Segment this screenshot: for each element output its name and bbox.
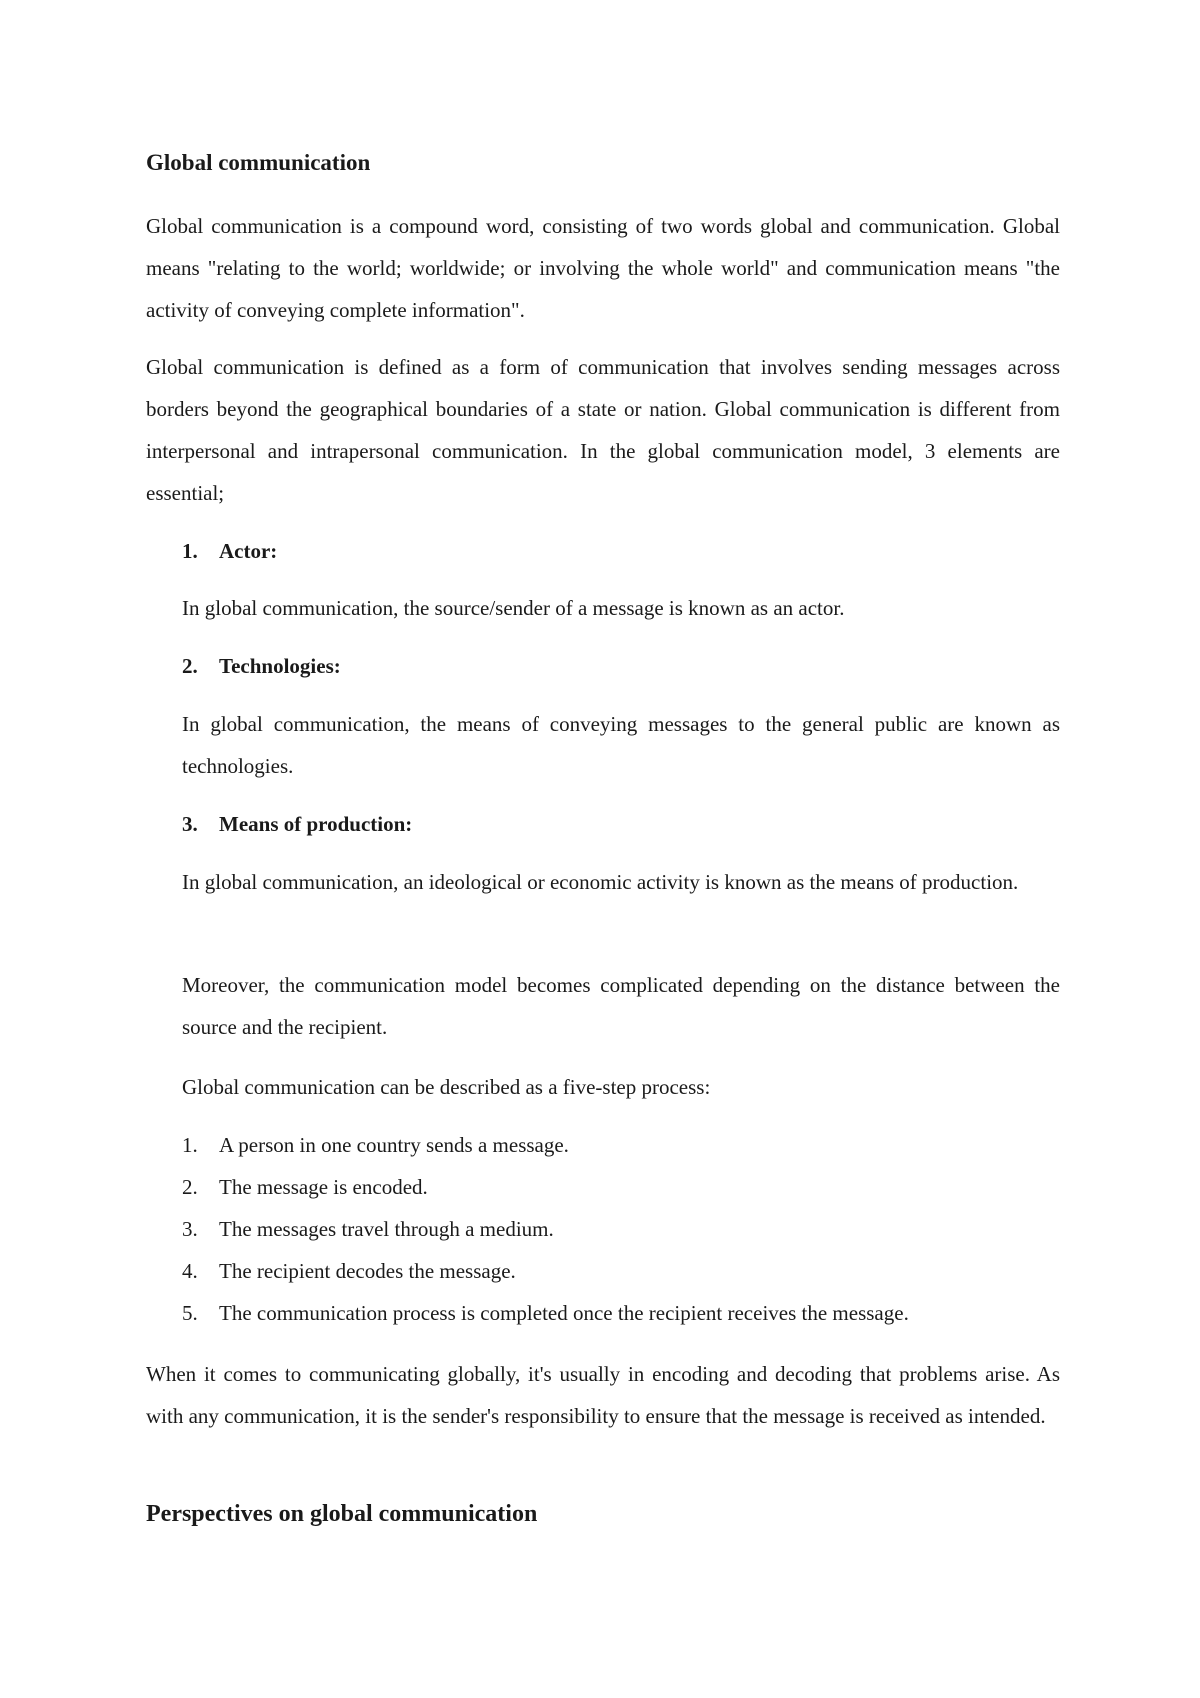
process-intro: Global communication can be described as a five-step process: [182,1075,711,1099]
step-number: 5. [182,1301,198,1325]
element-heading-label: Actor: [219,539,278,563]
step-text: The communication process is completed once the recipient receives the message. [219,1301,909,1325]
step-number: 3. [182,1217,198,1241]
process-steps-list [182,1124,1060,1334]
element-heading-means-of-production [182,809,412,839]
step-text: The messages travel through a medium. [219,1217,554,1241]
list-item [182,1208,1060,1250]
list-item [182,1166,1060,1208]
step-text: The message is encoded. [219,1175,428,1199]
step-number: 4. [182,1259,198,1283]
intro-paragraph: Global communication is a compound word, consisting of two words global and communication. Global means "relating to the world; worldwide; or involving the whole world" and communication means "the activity of conveying complete information". [146,214,1060,322]
document-title: Global communication [146,150,371,175]
list-item [182,1292,1060,1334]
element-heading-actor [182,536,277,566]
element-text-means-of-production: In global communication, an ideological or economic activity is known as the means of production. [182,870,1019,894]
element-heading-technologies [182,651,341,681]
definition-paragraph: Global communication is defined as a form of communication that involves sending messages across borders beyond the geographical boundaries of a state or nation. Global communication is different from interpersonal and intrapersonal communication. In the global communication model, 3 elements are essential; [146,355,1060,505]
element-number: 1. [182,539,198,563]
step-number: 2. [182,1175,198,1199]
element-heading-label: Technologies: [219,654,341,678]
conclusion-paragraph: When it comes to communicating globally, it's usually in encoding and decoding that problems arise. As with any communication, it is the sender's responsibility to ensure that the message is received as intended. [146,1362,1060,1428]
list-item [182,1250,1060,1292]
element-text-actor: In global communication, the source/sender of a message is known as an actor. [182,596,845,620]
element-text-technologies: In global communication, the means of conveying messages to the general public are known as technologies. [182,712,1060,778]
moreover-paragraph: Moreover, the communication model becomes complicated depending on the distance between the source and the recipient. [182,973,1060,1039]
element-number: 2. [182,654,198,678]
step-number: 1. [182,1133,198,1157]
step-text: A person in one country sends a message. [219,1133,569,1157]
element-number: 3. [182,812,198,836]
element-heading-label: Means of production: [219,812,413,836]
list-item [182,1124,1060,1166]
section-heading: Perspectives on global communication [146,1501,538,1527]
step-text: The recipient decodes the message. [219,1259,516,1283]
